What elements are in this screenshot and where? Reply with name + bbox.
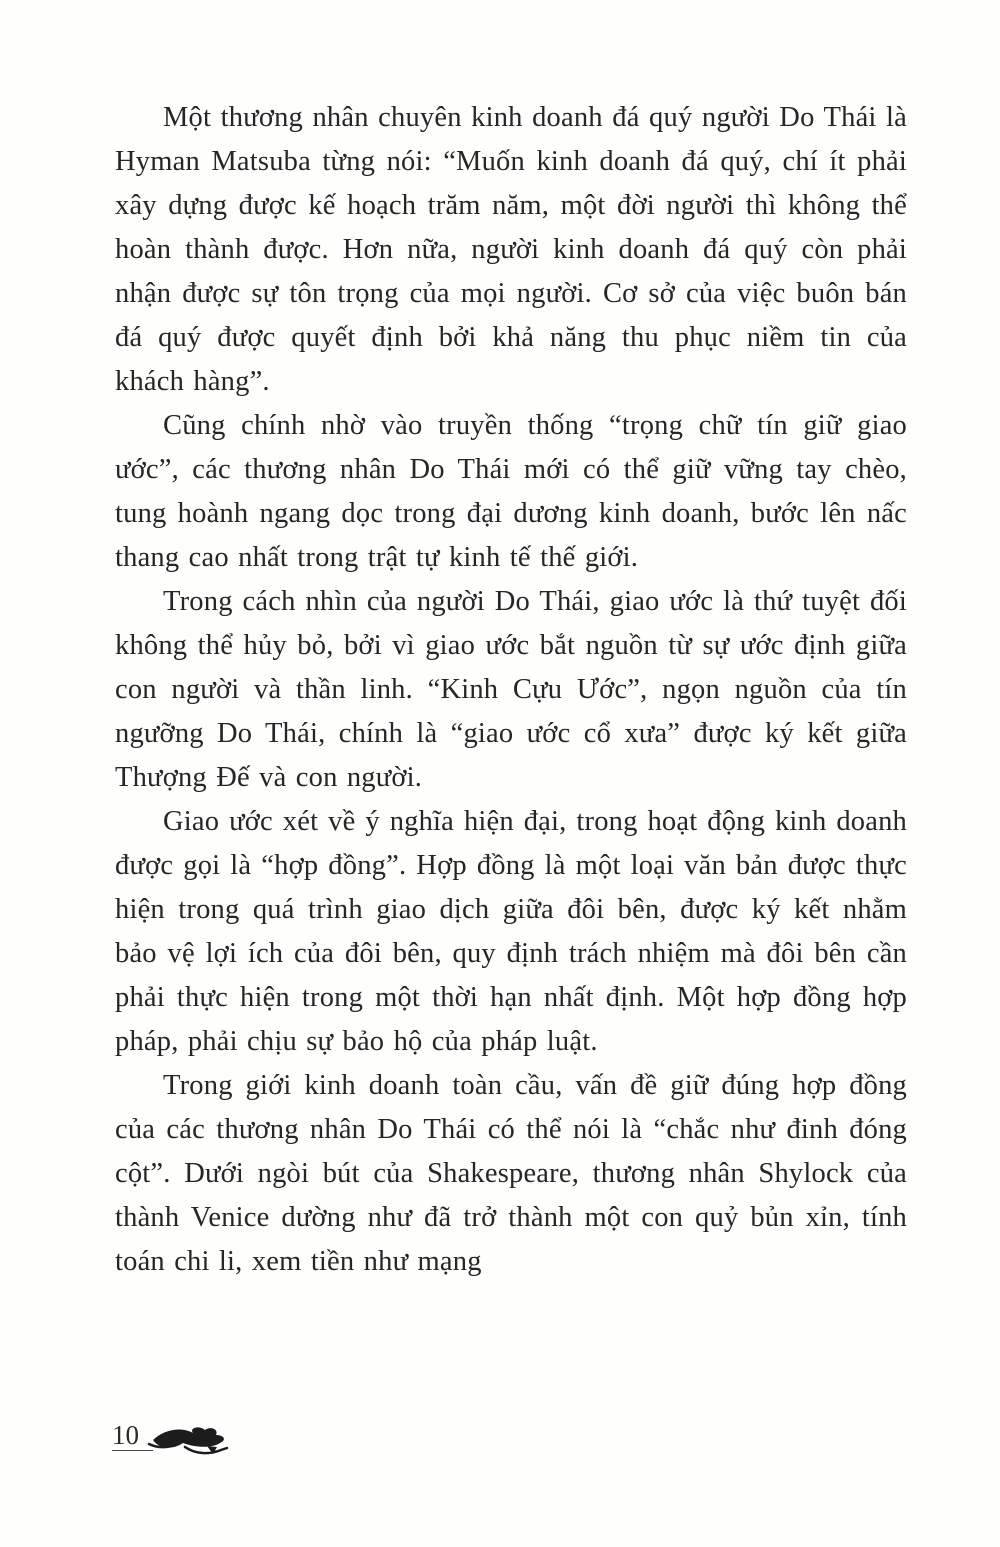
paragraph-3: Trong cách nhìn của người Do Thái, giao ước là thứ tuyệt đối không thể hủy bỏ, bởi vì giao ước bắt nguồn từ sự ước định giữa con người và thần linh. “Kinh Cựu Ước”, ngọn nguồn của tín ngưỡng Do Thái, chính là “giao ước cổ xưa” được ký kết giữa Thượng Đế và con người.: [115, 586, 907, 793]
page-number: 10: [112, 1420, 153, 1451]
quill-flourish-icon: [147, 1424, 231, 1465]
paragraph-2: Cũng chính nhờ vào truyền thống “trọng chữ tín giữ giao ước”, các thương nhân Do Thái mới có thể giữ vững tay chèo, tung hoành ngang dọc trong đại dương kinh doanh, bước lên nấc thang cao nhất trong trật tự kinh tế thế giới.: [115, 410, 907, 573]
page-footer: [112, 1420, 231, 1465]
paragraph-4: Giao ước xét về ý nghĩa hiện đại, trong hoạt động kinh doanh được gọi là “hợp đồng”. Hợp đồng là một loại văn bản được thực hiện trong quá trình giao dịch giữa đôi bên, được ký kết nhằm bảo vệ lợi ích của đôi bên, quy định trách nhiệm mà đôi bên cần phải thực hiện trong một thời hạn nhất định. Một hợp đồng hợp pháp, phải chịu sự bảo hộ của pháp luật.: [115, 806, 907, 1057]
body-text: [115, 96, 907, 1284]
paragraph-1: Một thương nhân chuyên kinh doanh đá quý người Do Thái là Hyman Matsuba từng nói: “Muốn kinh doanh đá quý, chí ít phải xây dựng được kế hoạch trăm năm, một đời người thì không thể hoàn thành được. Hơn nữa, người kinh doanh đá quý còn phải nhận được sự tôn trọng của mọi người. Cơ sở của việc buôn bán đá quý được quyết định bởi khả năng thu phục niềm tin của khách hàng”.: [115, 102, 907, 397]
paragraph-5: Trong giới kinh doanh toàn cầu, vấn đề giữ đúng hợp đồng của các thương nhân Do Thái có thể nói là “chắc như đinh đóng cột”. Dưới ngòi bút của Shakespeare, thương nhân Shylock của thành Venice dường như đã trở thành một con quỷ bủn xỉn, tính toán chi li, xem tiền như mạng: [115, 1070, 907, 1277]
